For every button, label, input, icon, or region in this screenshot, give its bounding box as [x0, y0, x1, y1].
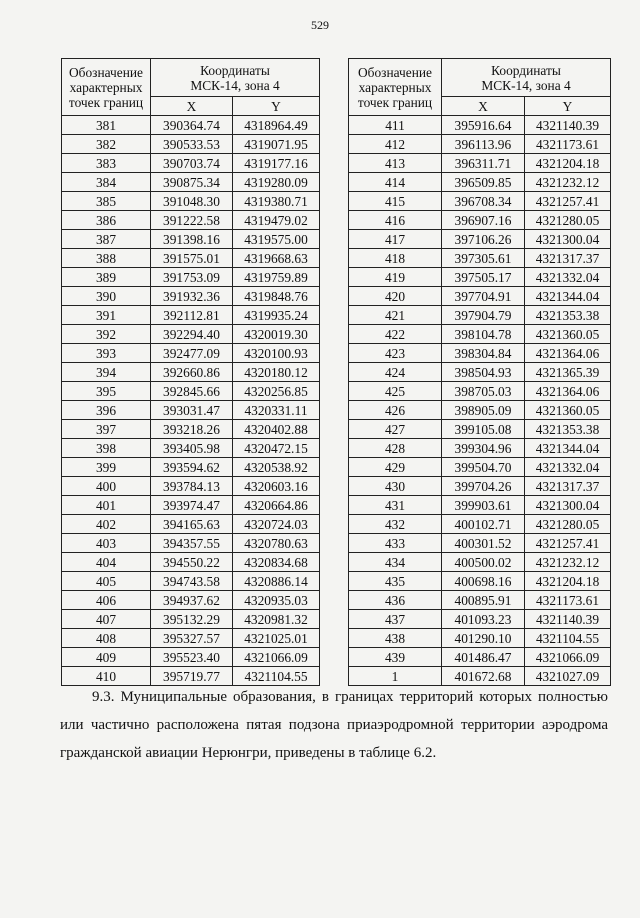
y-coordinate-cell: 4321364.06	[525, 382, 611, 401]
point-cell: 431	[349, 496, 442, 515]
point-cell: 422	[349, 325, 442, 344]
table-row	[62, 572, 320, 591]
table-row	[62, 211, 320, 230]
point-cell: 395	[62, 382, 151, 401]
y-coordinate-cell: 4320180.12	[233, 363, 320, 382]
x-coordinate-cell: 399304.96	[442, 439, 525, 458]
table-row	[62, 648, 320, 667]
point-cell: 388	[62, 249, 151, 268]
point-cell: 427	[349, 420, 442, 439]
table-row	[349, 173, 611, 192]
point-cell: 386	[62, 211, 151, 230]
table-row	[62, 154, 320, 173]
table-row	[349, 211, 611, 230]
point-cell: 429	[349, 458, 442, 477]
point-cell: 412	[349, 135, 442, 154]
table-row	[349, 515, 611, 534]
x-coordinate-cell: 396509.85	[442, 173, 525, 192]
point-cell: 432	[349, 515, 442, 534]
y-coordinate-cell: 4321364.06	[525, 344, 611, 363]
y-coordinate-cell: 4321066.09	[233, 648, 320, 667]
y-coordinate-cell: 4321140.39	[525, 610, 611, 629]
x-coordinate-cell: 401290.10	[442, 629, 525, 648]
x-coordinate-cell: 395916.64	[442, 116, 525, 135]
y-coordinate-cell: 4321232.12	[525, 173, 611, 192]
point-cell: 423	[349, 344, 442, 363]
point-cell: 419	[349, 268, 442, 287]
point-cell: 400	[62, 477, 151, 496]
y-coordinate-cell: 4321257.41	[525, 534, 611, 553]
table-row	[62, 249, 320, 268]
table-row	[349, 306, 611, 325]
table-row	[62, 515, 320, 534]
x-coordinate-cell: 390364.74	[151, 116, 233, 135]
point-cell: 408	[62, 629, 151, 648]
y-coordinate-cell: 4320724.03	[233, 515, 320, 534]
y-coordinate-cell: 4321332.04	[525, 458, 611, 477]
point-cell: 420	[349, 287, 442, 306]
x-coordinate-cell: 400301.52	[442, 534, 525, 553]
x-coordinate-cell: 399704.26	[442, 477, 525, 496]
point-cell: 433	[349, 534, 442, 553]
coords-header-line: Координаты	[200, 62, 270, 78]
y-coordinate-cell: 4320834.68	[233, 553, 320, 572]
x-column-header: X	[442, 97, 525, 116]
y-coordinate-cell: 4320402.88	[233, 420, 320, 439]
point-cell: 418	[349, 249, 442, 268]
x-coordinate-cell: 397904.79	[442, 306, 525, 325]
y-column-header: Y	[525, 97, 611, 116]
x-coordinate-cell: 400895.91	[442, 591, 525, 610]
x-coordinate-cell: 398504.93	[442, 363, 525, 382]
point-cell: 407	[62, 610, 151, 629]
point-cell: 409	[62, 648, 151, 667]
point-cell: 385	[62, 192, 151, 211]
y-coordinate-cell: 4319280.09	[233, 173, 320, 192]
table-row	[349, 382, 611, 401]
table-row	[62, 477, 320, 496]
point-cell: 398	[62, 439, 151, 458]
point-cell: 435	[349, 572, 442, 591]
x-column-header: X	[151, 97, 233, 116]
y-coordinate-cell: 4321104.55	[233, 667, 320, 686]
point-cell: 426	[349, 401, 442, 420]
table-row	[62, 420, 320, 439]
x-coordinate-cell: 392112.81	[151, 306, 233, 325]
point-cell: 397	[62, 420, 151, 439]
table-row	[62, 534, 320, 553]
x-coordinate-cell: 399903.61	[442, 496, 525, 515]
y-coordinate-cell: 4321344.04	[525, 287, 611, 306]
table-row	[349, 154, 611, 173]
coordinates-table-right	[348, 58, 611, 686]
y-coordinate-cell: 4321353.38	[525, 420, 611, 439]
x-coordinate-cell: 391575.01	[151, 249, 233, 268]
x-coordinate-cell: 401486.47	[442, 648, 525, 667]
x-coordinate-cell: 399105.08	[442, 420, 525, 439]
table-row	[62, 610, 320, 629]
x-coordinate-cell: 400698.16	[442, 572, 525, 591]
y-coordinate-cell: 4321317.37	[525, 477, 611, 496]
point-cell: 424	[349, 363, 442, 382]
point-header-line: точек границ	[357, 94, 433, 110]
table-row	[349, 591, 611, 610]
x-coordinate-cell: 393218.26	[151, 420, 233, 439]
y-coordinate-cell: 4321360.05	[525, 401, 611, 420]
point-cell: 393	[62, 344, 151, 363]
point-column-header	[62, 59, 151, 116]
y-coordinate-cell: 4321300.04	[525, 230, 611, 249]
table-row	[62, 230, 320, 249]
table-row	[349, 116, 611, 135]
table-row	[349, 268, 611, 287]
body-paragraph: 9.3. Муниципальные образования, в границах территорий которых полностью или частично расположена пятая подзона приаэродромной территории аэродрома гражданской авиации Нерюнгри, приведены в таблице 6.2.	[60, 689, 608, 761]
y-coordinate-cell: 4320256.85	[233, 382, 320, 401]
point-cell: 421	[349, 306, 442, 325]
y-coordinate-cell: 4320664.86	[233, 496, 320, 515]
y-column-header: Y	[233, 97, 320, 116]
x-coordinate-cell: 398104.78	[442, 325, 525, 344]
x-coordinate-cell: 400500.02	[442, 553, 525, 572]
x-coordinate-cell: 390703.74	[151, 154, 233, 173]
point-cell: 417	[349, 230, 442, 249]
point-cell: 396	[62, 401, 151, 420]
table-row	[349, 249, 611, 268]
x-coordinate-cell: 401093.23	[442, 610, 525, 629]
table-row	[349, 458, 611, 477]
x-coordinate-cell: 395132.29	[151, 610, 233, 629]
point-cell: 415	[349, 192, 442, 211]
y-coordinate-cell: 4319380.71	[233, 192, 320, 211]
table-row	[349, 135, 611, 154]
table-row	[62, 458, 320, 477]
point-cell: 406	[62, 591, 151, 610]
coordinates-header	[442, 59, 611, 97]
table-row	[62, 363, 320, 382]
x-coordinate-cell: 401672.68	[442, 667, 525, 686]
point-header-line: характерных	[358, 79, 432, 95]
point-cell: 438	[349, 629, 442, 648]
point-cell: 416	[349, 211, 442, 230]
table-row	[62, 268, 320, 287]
y-coordinate-cell: 4319479.02	[233, 211, 320, 230]
y-coordinate-cell: 4319177.16	[233, 154, 320, 173]
point-cell: 384	[62, 173, 151, 192]
y-coordinate-cell: 4321025.01	[233, 629, 320, 648]
y-coordinate-cell: 4321332.04	[525, 268, 611, 287]
point-cell: 414	[349, 173, 442, 192]
table-body	[349, 116, 611, 686]
point-cell: 402	[62, 515, 151, 534]
table-row	[62, 116, 320, 135]
x-coordinate-cell: 392477.09	[151, 344, 233, 363]
x-coordinate-cell: 395719.77	[151, 667, 233, 686]
point-cell: 390	[62, 287, 151, 306]
table-row	[349, 401, 611, 420]
y-coordinate-cell: 4321066.09	[525, 648, 611, 667]
point-cell: 410	[62, 667, 151, 686]
y-coordinate-cell: 4321232.12	[525, 553, 611, 572]
x-coordinate-cell: 396708.34	[442, 192, 525, 211]
point-cell: 434	[349, 553, 442, 572]
x-coordinate-cell: 396311.71	[442, 154, 525, 173]
table-row	[349, 553, 611, 572]
y-coordinate-cell: 4321280.05	[525, 515, 611, 534]
table-row	[349, 230, 611, 249]
table-row	[349, 325, 611, 344]
table-row	[62, 306, 320, 325]
x-coordinate-cell: 396113.96	[442, 135, 525, 154]
x-coordinate-cell: 394937.62	[151, 591, 233, 610]
table-row	[62, 344, 320, 363]
table-row	[62, 401, 320, 420]
y-coordinate-cell: 4319759.89	[233, 268, 320, 287]
y-coordinate-cell: 4321204.18	[525, 572, 611, 591]
y-coordinate-cell: 4320981.32	[233, 610, 320, 629]
point-cell: 401	[62, 496, 151, 515]
x-coordinate-cell: 398705.03	[442, 382, 525, 401]
table-row	[349, 610, 611, 629]
x-coordinate-cell: 391753.09	[151, 268, 233, 287]
point-cell: 403	[62, 534, 151, 553]
coordinates-table-left	[61, 58, 320, 686]
table-row	[349, 496, 611, 515]
point-cell: 425	[349, 382, 442, 401]
table-row	[62, 591, 320, 610]
x-coordinate-cell: 390875.34	[151, 173, 233, 192]
y-coordinate-cell: 4320019.30	[233, 325, 320, 344]
point-cell: 439	[349, 648, 442, 667]
x-coordinate-cell: 394743.58	[151, 572, 233, 591]
point-cell: 383	[62, 154, 151, 173]
x-coordinate-cell: 397505.17	[442, 268, 525, 287]
y-coordinate-cell: 4321280.05	[525, 211, 611, 230]
table-body	[62, 116, 320, 686]
y-coordinate-cell: 4321204.18	[525, 154, 611, 173]
point-cell: 394	[62, 363, 151, 382]
point-cell: 428	[349, 439, 442, 458]
x-coordinate-cell: 399504.70	[442, 458, 525, 477]
point-header-line: характерных	[69, 79, 143, 95]
table-row	[349, 192, 611, 211]
y-coordinate-cell: 4319935.24	[233, 306, 320, 325]
table-row	[62, 325, 320, 344]
y-coordinate-cell: 4319848.76	[233, 287, 320, 306]
y-coordinate-cell: 4321140.39	[525, 116, 611, 135]
x-coordinate-cell: 398905.09	[442, 401, 525, 420]
x-coordinate-cell: 392294.40	[151, 325, 233, 344]
coords-header-line: Координаты	[491, 62, 561, 78]
table-row	[349, 648, 611, 667]
y-coordinate-cell: 4319071.95	[233, 135, 320, 154]
table-row	[62, 496, 320, 515]
y-coordinate-cell: 4320100.93	[233, 344, 320, 363]
table-row	[62, 192, 320, 211]
coords-header-line: МСК-14, зона 4	[190, 77, 280, 93]
y-coordinate-cell: 4321360.05	[525, 325, 611, 344]
y-coordinate-cell: 4318964.49	[233, 116, 320, 135]
y-coordinate-cell: 4321027.09	[525, 667, 611, 686]
x-coordinate-cell: 400102.71	[442, 515, 525, 534]
x-coordinate-cell: 393784.13	[151, 477, 233, 496]
x-coordinate-cell: 396907.16	[442, 211, 525, 230]
table-row	[349, 287, 611, 306]
x-coordinate-cell: 392660.86	[151, 363, 233, 382]
y-coordinate-cell: 4320780.63	[233, 534, 320, 553]
table-row	[349, 534, 611, 553]
y-coordinate-cell: 4319575.00	[233, 230, 320, 249]
x-coordinate-cell: 397305.61	[442, 249, 525, 268]
table-row	[349, 344, 611, 363]
x-coordinate-cell: 395523.40	[151, 648, 233, 667]
y-coordinate-cell: 4320935.03	[233, 591, 320, 610]
coords-header-line: МСК-14, зона 4	[481, 77, 571, 93]
y-coordinate-cell: 4320603.16	[233, 477, 320, 496]
x-coordinate-cell: 397704.91	[442, 287, 525, 306]
point-cell: 389	[62, 268, 151, 287]
table-row	[62, 553, 320, 572]
point-cell: 399	[62, 458, 151, 477]
y-coordinate-cell: 4321173.61	[525, 591, 611, 610]
x-coordinate-cell: 391048.30	[151, 192, 233, 211]
point-cell: 405	[62, 572, 151, 591]
table-row	[349, 439, 611, 458]
point-cell: 413	[349, 154, 442, 173]
point-header-line: точек границ	[68, 94, 144, 110]
page-number: 529	[311, 18, 329, 32]
point-cell: 404	[62, 553, 151, 572]
coordinates-header	[151, 59, 320, 97]
point-cell: 437	[349, 610, 442, 629]
x-coordinate-cell: 392845.66	[151, 382, 233, 401]
x-coordinate-cell: 393031.47	[151, 401, 233, 420]
y-coordinate-cell: 4321344.04	[525, 439, 611, 458]
x-coordinate-cell: 393405.98	[151, 439, 233, 458]
table-row	[349, 477, 611, 496]
x-coordinate-cell: 394550.22	[151, 553, 233, 572]
point-cell: 392	[62, 325, 151, 344]
point-cell: 430	[349, 477, 442, 496]
y-coordinate-cell: 4321104.55	[525, 629, 611, 648]
table-row	[349, 420, 611, 439]
point-cell: 382	[62, 135, 151, 154]
table-row	[62, 173, 320, 192]
table-row	[62, 135, 320, 154]
y-coordinate-cell: 4321353.38	[525, 306, 611, 325]
y-coordinate-cell: 4320331.11	[233, 401, 320, 420]
y-coordinate-cell: 4321257.41	[525, 192, 611, 211]
point-cell: 411	[349, 116, 442, 135]
point-column-header	[349, 59, 442, 116]
y-coordinate-cell: 4320538.92	[233, 458, 320, 477]
x-coordinate-cell: 394357.55	[151, 534, 233, 553]
table-row	[62, 629, 320, 648]
x-coordinate-cell: 398304.84	[442, 344, 525, 363]
table-row	[62, 382, 320, 401]
point-cell: 381	[62, 116, 151, 135]
y-coordinate-cell: 4320886.14	[233, 572, 320, 591]
y-coordinate-cell: 4319668.63	[233, 249, 320, 268]
point-cell: 391	[62, 306, 151, 325]
table-row	[349, 572, 611, 591]
y-coordinate-cell: 4321300.04	[525, 496, 611, 515]
point-cell: 1	[349, 667, 442, 686]
x-coordinate-cell: 397106.26	[442, 230, 525, 249]
point-header-line: Обозначение	[69, 64, 143, 80]
y-coordinate-cell: 4321365.39	[525, 363, 611, 382]
x-coordinate-cell: 395327.57	[151, 629, 233, 648]
point-cell: 436	[349, 591, 442, 610]
x-coordinate-cell: 393594.62	[151, 458, 233, 477]
point-cell: 387	[62, 230, 151, 249]
y-coordinate-cell: 4321317.37	[525, 249, 611, 268]
x-coordinate-cell: 391222.58	[151, 211, 233, 230]
x-coordinate-cell: 391932.36	[151, 287, 233, 306]
x-coordinate-cell: 393974.47	[151, 496, 233, 515]
y-coordinate-cell: 4320472.15	[233, 439, 320, 458]
x-coordinate-cell: 391398.16	[151, 230, 233, 249]
table-row	[62, 287, 320, 306]
x-coordinate-cell: 390533.53	[151, 135, 233, 154]
y-coordinate-cell: 4321173.61	[525, 135, 611, 154]
table-row	[349, 363, 611, 382]
x-coordinate-cell: 394165.63	[151, 515, 233, 534]
table-row	[349, 629, 611, 648]
table-row	[62, 439, 320, 458]
point-header-line: Обозначение	[358, 64, 432, 80]
